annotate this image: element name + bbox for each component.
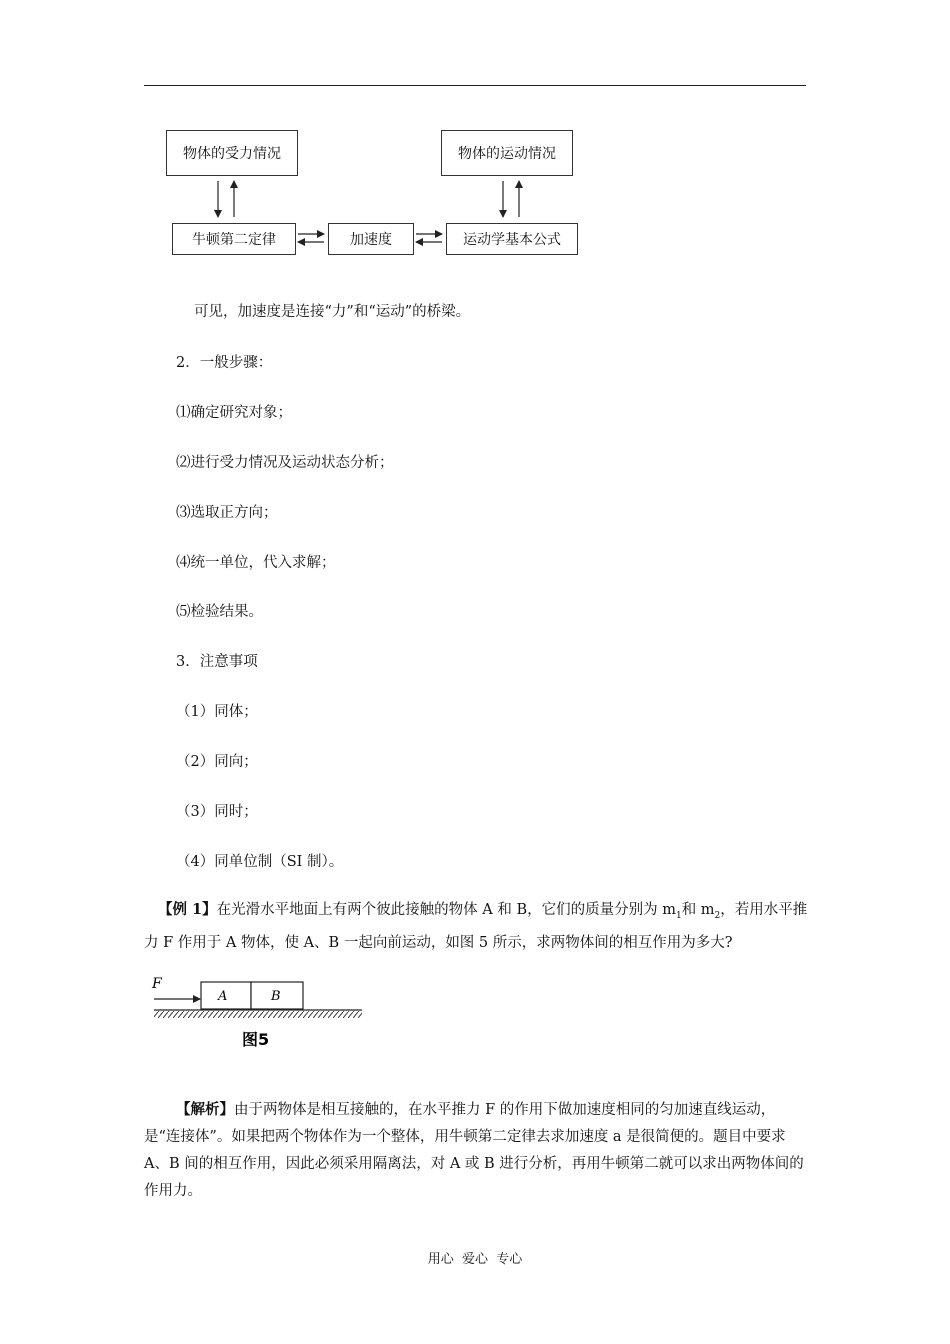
note-item: （1）同体； [176, 704, 258, 720]
example-1-text-a: 在光滑水平地面上有两个彼此接触的物体 A 和 B，它们的质量分别为 m [216, 902, 676, 918]
figure-5-caption: 图5 [242, 1030, 270, 1049]
step-item: ⑴确定研究对象； [176, 405, 292, 421]
box-acceleration-label: 加速度 [350, 232, 392, 248]
note-item: （4）同单位制（SI 制）。 [176, 854, 344, 870]
page-footer: 用心 爱心 专心 [427, 1252, 523, 1267]
step-item: ⑶选取正方向； [176, 505, 278, 521]
notes-heading: 3．注意事项 [176, 654, 258, 670]
block-a-label: A [218, 989, 228, 1004]
example-1-tag: 【例 1】 [158, 901, 217, 918]
box-newton-second-law-label: 牛顿第二定律 [192, 232, 276, 248]
box-force-situation-label: 物体的受力情况 [183, 146, 281, 162]
analysis-paragraph [144, 1096, 808, 1205]
step-item: ⑷统一单位，代入求解； [176, 555, 336, 571]
analysis-text: 由于两物体是相互接触的，在水平推力 F 的作用下做加速度相同的匀加速直线运动，是“连接体”。如果把两个物体作为一个整体，用牛顿第二定律去求加速度 a 是很简便的。题目中要求 A、B 间的相互作用，因此必须采用隔离法，对 A 或 B 进行分析，再用牛顿第二就可以求出两物体间的作用力。 [144, 1102, 804, 1199]
example-1-text-c: ，若用水平推力 F 作用于 A 物体，使 A、B 一起向前运动，如图 5 所示，求两物体间的相互作用为多大? [144, 902, 808, 951]
intro-sentence: 可见，加速度是连接“力”和“运动”的桥梁。 [194, 304, 471, 320]
ground-hatch [154, 1011, 362, 1018]
flowchart-diagram [146, 125, 592, 277]
header-rule [144, 85, 806, 86]
flowchart-arrows [146, 125, 592, 277]
figure-5-drawing [148, 970, 368, 1052]
block-b-label: B [271, 989, 281, 1004]
step-item: ⑵进行受力情况及运动状态分析； [176, 455, 394, 471]
example-1-paragraph [144, 896, 808, 957]
box-motion-situation-label: 物体的运动情况 [458, 146, 556, 162]
example-1-sub2: 2 [714, 910, 721, 921]
example-1-sub1: 1 [675, 910, 682, 921]
step-item: ⑸检验结果。 [176, 604, 263, 620]
note-item: （3）同时； [176, 804, 258, 820]
box-kinematics-formulas-label: 运动学基本公式 [463, 232, 561, 248]
force-label-f: F [152, 976, 162, 992]
steps-heading: 2．一般步骤： [176, 355, 273, 371]
example-1-text-b: 和 m [681, 902, 715, 918]
analysis-tag: 【解析】 [176, 1101, 234, 1118]
figure-5 [148, 970, 368, 1052]
note-item: （2）同向； [176, 754, 258, 770]
